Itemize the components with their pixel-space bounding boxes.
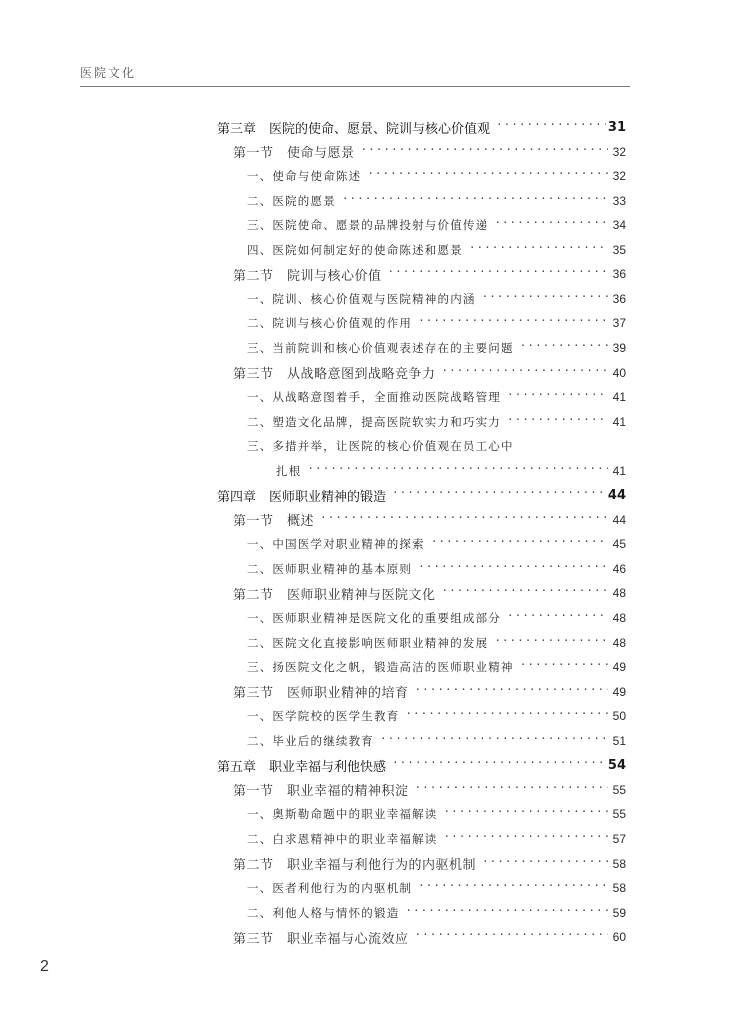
toc-entry-page: 44 (612, 512, 626, 527)
toc-leader-dots (444, 808, 609, 820)
toc-entry-title: 第三节 从战略意图到战略竞争力 (233, 367, 436, 382)
toc-item-entry[interactable] (247, 214, 626, 236)
toc-entry-title: 第三节 职业幸福与心流效应 (233, 931, 409, 947)
toc-leader-dots (520, 661, 608, 673)
toc-entry-title: 一、院训、核心价值观与医院精神的内涵 (247, 291, 476, 306)
toc-item-entry[interactable] (247, 165, 626, 187)
toc-leader-dots (444, 833, 609, 845)
toc-entry-title: 一、奥斯勒命题中的职业幸福解读 (247, 807, 438, 822)
toc-entry-page: 48 (612, 635, 626, 650)
toc-entry-page: 32 (612, 169, 626, 184)
toc-entry-page: 55 (612, 807, 626, 822)
toc-entry-title: 三、扬医院文化之帆，锻造高洁的医师职业精神 (247, 660, 514, 675)
toc-leader-dots (418, 882, 608, 894)
toc-leader-dots (361, 146, 608, 158)
toc-entry-title: 二、白求恩精神中的职业幸福解读 (247, 831, 438, 846)
toc-entry-page: 49 (612, 660, 626, 675)
toc-leader-dots (520, 342, 608, 354)
toc-entry-page: 54 (607, 757, 626, 773)
toc-entry-title: 二、毕业后的继续教育 (247, 733, 374, 748)
toc-section-entry[interactable] (233, 141, 626, 163)
toc-entry-page: 51 (612, 733, 626, 748)
running-header-title: 医院文化 (80, 66, 137, 80)
toc-chapter-entry[interactable] (217, 484, 626, 506)
toc-entry-page: 40 (612, 365, 626, 380)
toc-entry-title: 第一节 概述 (233, 514, 315, 530)
toc-item-entry[interactable] (247, 337, 626, 359)
toc-entry-title: 一、使命与使命陈述 (247, 169, 362, 184)
toc-section-entry[interactable] (233, 582, 626, 604)
toc-item-entry[interactable] (247, 411, 626, 433)
toc-entry-title: 一、医者利他行为的内驱机制 (247, 881, 413, 896)
toc-entry-title: 第二节 院训与核心价值 (233, 268, 382, 284)
toc-item-entry[interactable] (247, 803, 626, 825)
toc-section-entry[interactable] (233, 509, 626, 531)
toc-entry-page: 59 (612, 905, 626, 920)
toc-entry-title: 第三节 医师职业精神的培育 (233, 686, 409, 702)
toc-entry-title: 二、塑造文化品牌，提高医院软实力和巧实力 (247, 414, 501, 429)
toc-leader-dots (342, 195, 608, 207)
toc-item-entry[interactable] (247, 239, 626, 261)
toc-entry-title: 一、医学院校的医学生教育 (247, 709, 400, 724)
toc-item-entry[interactable] (247, 730, 626, 752)
toc-leader-dots (307, 465, 608, 477)
toc-section-entry[interactable] (233, 362, 626, 384)
toc-leader-dots (442, 587, 608, 599)
toc-item-entry[interactable] (247, 632, 626, 654)
toc-section-entry[interactable] (233, 779, 626, 801)
toc-entry-page: 35 (612, 242, 626, 257)
toc-leader-dots (320, 514, 608, 526)
toc-entry-page: 44 (607, 487, 626, 503)
toc-leader-dots (415, 931, 608, 943)
toc-entry-page: 41 (612, 390, 626, 405)
toc-entry-page: 39 (612, 340, 626, 355)
toc-entry-page: 41 (612, 414, 626, 429)
toc-entry-title: 扎根 (276, 463, 302, 478)
toc-entry-title: 三、当前院训和核心价值观表述存在的主要问题 (247, 340, 514, 355)
toc-item-entry[interactable] (247, 533, 626, 555)
toc-leader-dots (494, 219, 608, 231)
toc-entry-page: 48 (612, 611, 626, 625)
toc-entry-title: 一、医师职业精神是医院文化的重要组成部分 (247, 611, 501, 625)
header-rule (80, 86, 630, 87)
toc-item-entry[interactable] (276, 460, 626, 482)
toc-leader-dots (415, 686, 608, 698)
toc-entry-title: 一、从战略意图着手，全面推动医院战略管理 (247, 390, 501, 405)
toc-entry-title: 二、医师职业精神的基本原则 (247, 561, 413, 576)
toc-leader-dots (431, 538, 608, 550)
toc-entry-page: 45 (612, 537, 626, 552)
toc-section-entry[interactable] (233, 853, 626, 875)
toc-entry-title: 第二节 职业幸福与利他行为的内驱机制 (233, 858, 477, 873)
toc-leader-dots (392, 759, 606, 771)
page-number: 2 (40, 958, 49, 975)
toc-entry-title: 第一节 使命与愿景 (233, 146, 355, 162)
toc-entry-title: 三、多措并举，让医院的核心价值观在员工心中 (247, 439, 514, 454)
toc-entry-title: 三、医院使命、愿景的品牌投射与价值传递 (247, 218, 489, 233)
toc-item-entry[interactable] (247, 607, 626, 629)
toc-leader-dots (418, 563, 608, 575)
toc-entry-title: 第二节 医师职业精神与医院文化 (233, 587, 436, 603)
toc-entry-page: 32 (612, 144, 626, 159)
toc-entry-page: 48 (612, 586, 626, 601)
toc-item-entry[interactable] (247, 190, 626, 212)
toc-entry-title: 二、利他人格与情怀的锻造 (247, 905, 400, 920)
toc-item-entry[interactable] (247, 902, 626, 924)
toc-leader-dots (496, 121, 606, 133)
toc-entry-title: 第四章 医师职业精神的锻造 (217, 489, 387, 505)
toc-entry-page: 60 (612, 930, 626, 945)
toc-leader-dots (494, 637, 608, 649)
toc-leader-dots (367, 170, 608, 182)
toc-entry-title: 二、院训与核心价值观的作用 (247, 316, 413, 331)
toc-entry-title: 二、医院的愿景 (247, 193, 336, 208)
toc-leader-dots (380, 735, 608, 747)
toc-leader-dots (482, 293, 608, 305)
toc-leader-dots (405, 710, 608, 722)
toc-item-entry[interactable] (247, 877, 626, 899)
toc-leader-dots (482, 858, 608, 870)
toc-entry-title: 第三章 医院的使命、愿景、院训与核心价值观 (217, 121, 491, 137)
toc-entry-title: 第五章 职业幸福与利他快感 (217, 759, 387, 775)
toc-entry-page: 57 (612, 831, 626, 846)
toc-item-entry[interactable] (247, 435, 626, 457)
toc-leader-dots (405, 907, 608, 919)
toc-leader-dots (507, 612, 608, 624)
toc-leader-dots (392, 489, 606, 501)
toc-section-entry[interactable] (233, 926, 626, 948)
toc-entry-page: 49 (612, 684, 626, 699)
toc-entry-page: 58 (612, 856, 626, 871)
toc-leader-dots (442, 367, 608, 379)
toc-entry-page: 58 (612, 881, 626, 896)
toc-entry-page: 55 (612, 782, 626, 797)
toc-leader-dots (507, 391, 608, 403)
toc-leader-dots (469, 244, 608, 256)
toc-section-entry[interactable] (233, 263, 626, 285)
toc-item-entry[interactable] (247, 705, 626, 727)
toc-entry-page: 34 (612, 218, 626, 233)
toc-entry-page: 50 (612, 709, 626, 724)
toc-entry-title: 二、医院文化直接影响医师职业精神的发展 (247, 635, 489, 650)
toc-entry-title: 四、医院如何制定好的使命陈述和愿景 (247, 242, 463, 257)
toc-leader-dots (415, 784, 608, 796)
toc-entry-page: 46 (612, 561, 626, 576)
toc-item-entry[interactable] (247, 656, 626, 678)
toc-item-entry[interactable] (247, 312, 626, 334)
toc-entry-page: 36 (612, 267, 626, 282)
toc-leader-dots (507, 416, 608, 428)
toc-item-entry[interactable] (247, 828, 626, 850)
toc-leader-dots (388, 268, 608, 280)
toc-entry-title: 第一节 职业幸福的精神积淀 (233, 784, 409, 800)
toc-section-entry[interactable] (233, 681, 626, 703)
toc-item-entry[interactable] (247, 288, 626, 310)
toc-chapter-entry[interactable] (217, 754, 626, 776)
toc-chapter-entry[interactable] (217, 116, 626, 138)
toc-item-entry[interactable] (247, 386, 626, 408)
toc-entry-page: 33 (612, 193, 626, 208)
toc-leader-dots (418, 317, 608, 329)
toc-entry-page: 36 (612, 291, 626, 306)
toc-entry-page: 41 (612, 463, 626, 478)
toc-entry-page: 37 (612, 316, 626, 331)
toc-entry-title: 一、中国医学对职业精神的探索 (247, 537, 425, 552)
toc-item-entry[interactable] (247, 558, 626, 580)
toc-entry-page: 31 (607, 119, 626, 135)
